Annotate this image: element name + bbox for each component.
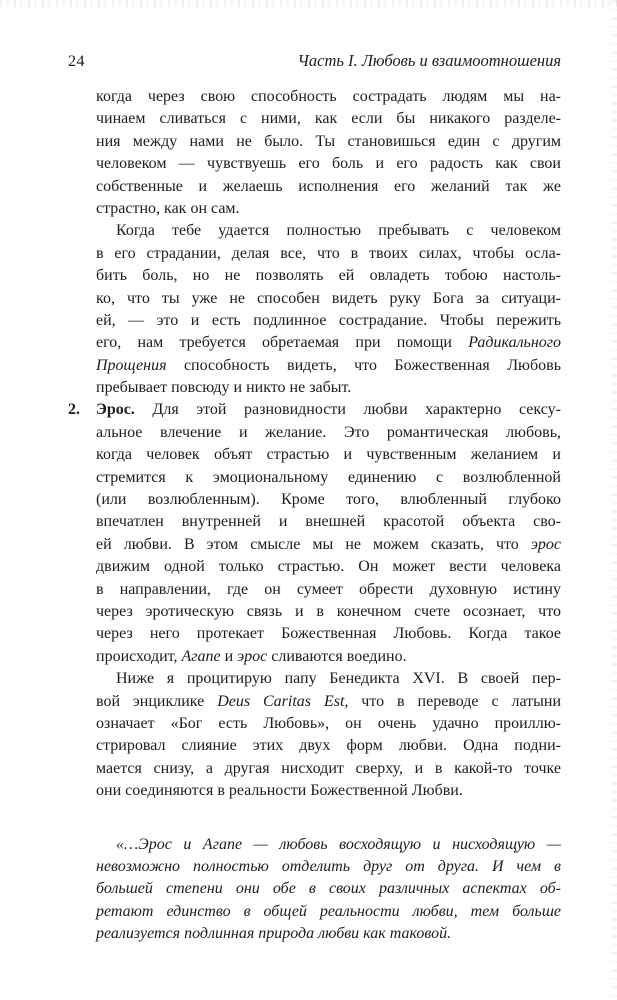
text-line — [96, 579, 561, 601]
text-line — [96, 834, 561, 856]
text-line — [96, 668, 561, 690]
scan-noise-right — [611, 0, 617, 1000]
body-text: , что в переводе с латыни — [344, 692, 562, 710]
body-text: ния между нами не было. Ты становишься един с другим — [96, 132, 561, 150]
body-text: Ниже я процитирую папу Бенедикта XVI. В своей пер- — [116, 670, 561, 688]
body-text: когда человек объят страстью и чувственным желанием и — [96, 446, 561, 464]
body-text: страстно, как он сам. — [96, 199, 240, 217]
text-line — [96, 176, 561, 198]
text-line — [96, 310, 561, 332]
body-text: мается снизу, а другая нисходит сверху, и в какой-то точке — [96, 759, 561, 777]
text-line — [96, 288, 561, 310]
body-text: ей, — это и есть подлинное сострадание. Чтобы пережить — [96, 311, 561, 329]
body-text: ретают единство в общей реальности любви, тем больше — [96, 902, 561, 920]
numbered-list-item — [68, 399, 561, 668]
body-text: в направлении, где он сумеет обрести духовную истину — [96, 580, 561, 598]
text-line — [96, 153, 561, 175]
text-line — [96, 265, 561, 287]
text-line — [96, 623, 561, 645]
text-line — [96, 131, 561, 153]
body-text: Когда тебе удается полностью пребывать с человеком — [116, 222, 561, 240]
body-text: невозможно полностью отделить друг от друга. И чем в — [96, 857, 561, 875]
text-line — [96, 646, 561, 668]
emphasized-text: Deus Caritas Est — [217, 692, 345, 710]
text-line — [96, 758, 561, 780]
body-text: бить боль, но не позволять ей овладеть тобою настоль- — [96, 267, 561, 285]
paragraph — [96, 668, 561, 802]
running-title: Часть I. Любовь и взаимоотношения — [297, 51, 561, 70]
text-line — [68, 399, 561, 421]
emphasized-text: Радикального — [468, 334, 561, 352]
text-line — [96, 422, 561, 444]
text-line — [96, 534, 561, 556]
body-text: когда через свою способность сострадать людям мы на- — [96, 88, 561, 105]
text-line — [96, 601, 561, 623]
text-line — [96, 444, 561, 466]
text-line — [96, 901, 561, 923]
paragraph — [96, 86, 561, 220]
text-line — [96, 556, 561, 578]
body-text: вой энциклике — [96, 692, 218, 710]
body-text: пребывает повсюду и никто не забыт. — [96, 379, 352, 397]
body-text: сливаются воедино. — [267, 647, 407, 665]
body-text: они соединяются в реальности Божественной Любви. — [96, 782, 463, 800]
body-text: чинаем сливаться с ними, как если бы никакого разделе- — [96, 110, 561, 128]
body-text: и — [220, 647, 238, 665]
text-line — [96, 220, 561, 242]
text-line — [96, 691, 561, 713]
body-text: «…Эрос и Агапе — любовь восходящую и нисходящую — — [116, 835, 561, 853]
list-number: 2. — [68, 401, 80, 419]
body-text: его, нам требуется обретаемая при помощи — [96, 334, 469, 352]
emphasized-text: Агапе — [181, 647, 221, 665]
text-column — [68, 86, 562, 945]
text-line — [96, 878, 561, 900]
emphasized-text: эрос — [237, 647, 268, 665]
body-text: впечатлен внутренней и внешней красотой объекта сво- — [96, 513, 561, 531]
body-text: происходит, — [96, 647, 182, 665]
text-line — [96, 511, 561, 533]
text-line — [96, 780, 561, 802]
scan-noise-top — [0, 0, 617, 7]
text-line — [96, 713, 561, 735]
bold-term: Эрос. — [96, 401, 135, 419]
paragraph — [96, 220, 561, 399]
page-number: 24 — [68, 53, 85, 70]
body-text: стрировал слияние этих двух форм любви. Одна подни- — [96, 737, 561, 755]
body-text: ко, что ты уже не способен видеть руку Бога за ситуаци- — [96, 289, 561, 307]
body-text: стремится к эмоциональному единению с возлюбленной — [96, 468, 561, 486]
body-text: собственные и желаешь исполнения его желаний так же — [96, 177, 561, 195]
page-header — [68, 51, 561, 71]
text-line — [96, 332, 561, 354]
body-text: способность видеть, что Божественная Любовь — [166, 356, 561, 374]
body-text: альное влечение и желание. Это романтическая любовь, — [96, 423, 561, 441]
body-text: означает «Бог есть Любовь», он очень удачно проиллю- — [96, 714, 561, 732]
text-line — [96, 243, 561, 265]
text-line — [96, 355, 561, 377]
body-text: большей степени они обе в своих различных аспектах об- — [96, 880, 561, 898]
body-text: реализуется подлинная природа любви как таковой. — [96, 925, 452, 943]
text-line — [96, 467, 561, 489]
body-text: в его страдании, делая все, что в твоих силах, чтобы осла- — [96, 244, 561, 262]
text-line — [96, 489, 561, 511]
body-text: движим одной только страстью. Он может вести человека — [96, 558, 561, 576]
body-text: человеком — чувствуешь его боль и его радость как свои — [96, 155, 561, 173]
text-line — [96, 198, 561, 220]
body-text: через эротическую связь и в конечном счете осознает, что — [96, 602, 561, 620]
text-line — [96, 86, 561, 108]
text-line — [96, 856, 561, 878]
emphasized-text: эрос — [530, 535, 561, 553]
body-text: ей любви. В этом смысле мы не можем сказать, что — [96, 535, 531, 553]
body-text: через него протекает Божественная Любовь. Когда такое — [96, 625, 561, 643]
emphasized-text: Прощения — [96, 356, 167, 374]
body-text: Для этой разновидности любви характерно сексу- — [134, 401, 561, 419]
text-line — [96, 923, 561, 945]
block-quote — [96, 834, 561, 946]
text-line — [96, 735, 561, 757]
text-line — [96, 108, 561, 130]
body-text: (или возлюбленным). Кроме того, влюбленный глубоко — [96, 491, 561, 509]
text-line — [96, 377, 561, 399]
